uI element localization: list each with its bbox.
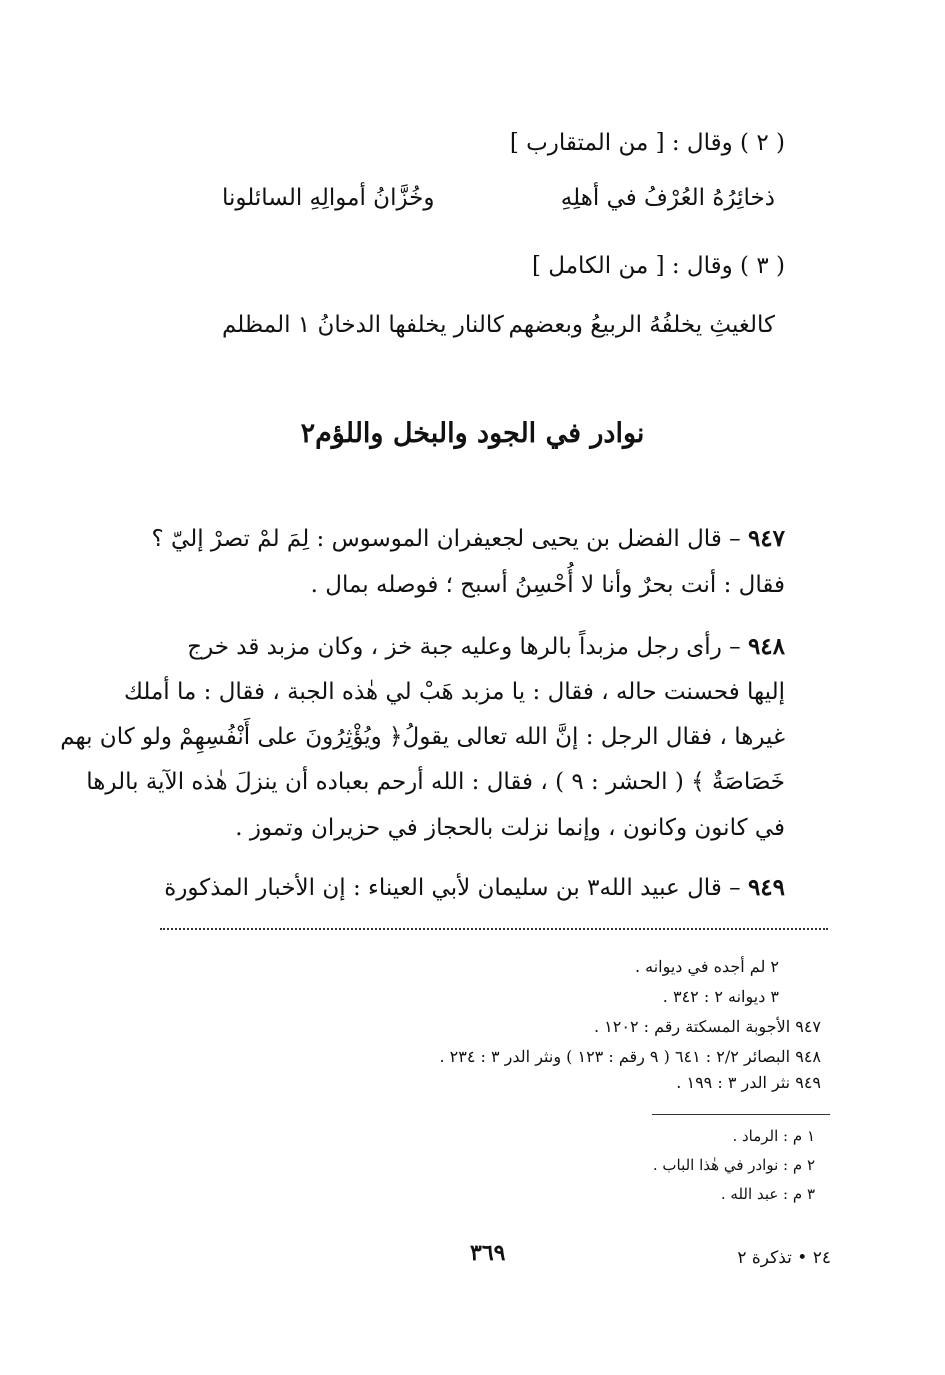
poem-3-intro: ( ٣ ) وقال : [ من الكامل ] (532, 253, 785, 279)
section-heading: نوادر في الجود والبخل واللؤم٢ (300, 418, 645, 449)
entry-number: ٩٤٩ (747, 874, 785, 901)
entry-948-line-3: غيرها ، فقال الرجل : إنَّ الله تعالى يقولُ﴿ ويُؤْثِرُونَ على أَنْفُسِهِمْ ولو كان بهم (60, 724, 785, 750)
entry-949-line-1 (160, 873, 785, 903)
poem-3-hemistich-1: كالغيثِ يخلفُهُ الربيعُ وبعضهم (508, 312, 775, 338)
source-note: ٢ لم أجده في ديوانه . (634, 957, 779, 976)
entry-number: ٩٤٨ (747, 633, 785, 660)
footnote: ٣ م : عبد الله . (720, 1185, 815, 1203)
page-number: ٣٦٩ (470, 1240, 506, 1266)
entry-947-line-1 (151, 524, 785, 554)
entry-948-line-5: في كانون وكانون ، وإنما نزلت بالحجاز في حزيران وتموز . (235, 815, 785, 841)
source-note: ٩٤٨ البصائر ٢/٢ : ٦٤١ ( ٩ رقم : ١٢٣ ) ونثر الدر ٣ : ٢٣٤ . (439, 1047, 821, 1066)
poem-2-intro: ( ٢ ) وقال : [ من المتقارب ] (509, 130, 785, 156)
entry-number: ٩٤٧ (747, 525, 785, 552)
footnote-rule (652, 1114, 830, 1115)
source-note: ٩٤٩ نثر الدر ٣ : ١٩٩ . (676, 1073, 821, 1092)
entry-947-line-2: فقال : أنت بحرٌ وأنا لا أُحْسِنُ أسبح ؛ فوصله بمال . (310, 572, 785, 598)
poem-3-hemistich-2: كالنار يخلفها الدخانُ ١ المظلم (222, 312, 504, 338)
poem-2-hemistich-1: ذخائِرُهُ العُرْفُ في أهلِهِ (560, 185, 775, 211)
entry-text: – قال الفضل بن يحيى لجعيفران الموسوس : لِمَ لمْ تصرْ إليّ ؟ (151, 526, 741, 552)
poem-2-hemistich-2: وخُزَّانُ أموالِهِ السائلونا (222, 185, 435, 211)
footnote: ١ م : الرماد . (732, 1127, 815, 1145)
source-note: ٩٤٧ الأجوبة المسكتة رقم : ١٢٠٢ . (593, 1017, 821, 1036)
printer-signature: ٢٤ • تذكرة ٢ (737, 1248, 831, 1268)
footnote: ٢ م : نوادر في هٰذا الباب . (652, 1156, 815, 1174)
dotted-separator (160, 928, 828, 930)
entry-text: – رأى رجل مزبداً بالرها وعليه جبة خز ، وكان مزبد قد خرج (187, 634, 741, 660)
entry-948-line-2: إليها فحسنت حاله ، فقال : يا مزبد هَبْ لي هٰذه الجبة ، فقال : ما أملك (123, 679, 785, 705)
entry-text: – قال عبيد الله٣ بن سليمان لأبي العيناء : إن الأخبار المذكورة (164, 875, 741, 901)
source-note: ٣ ديوانه ٢ : ٣٤٢ . (662, 987, 779, 1006)
entry-948-line-4: خَصَاصَةٌ ﴾ ( الحشر : ٩ ) ، فقال : الله أرحم بعباده أن ينزلَ هٰذه الآية بالرها (86, 769, 785, 795)
entry-948-line-1 (160, 632, 785, 662)
